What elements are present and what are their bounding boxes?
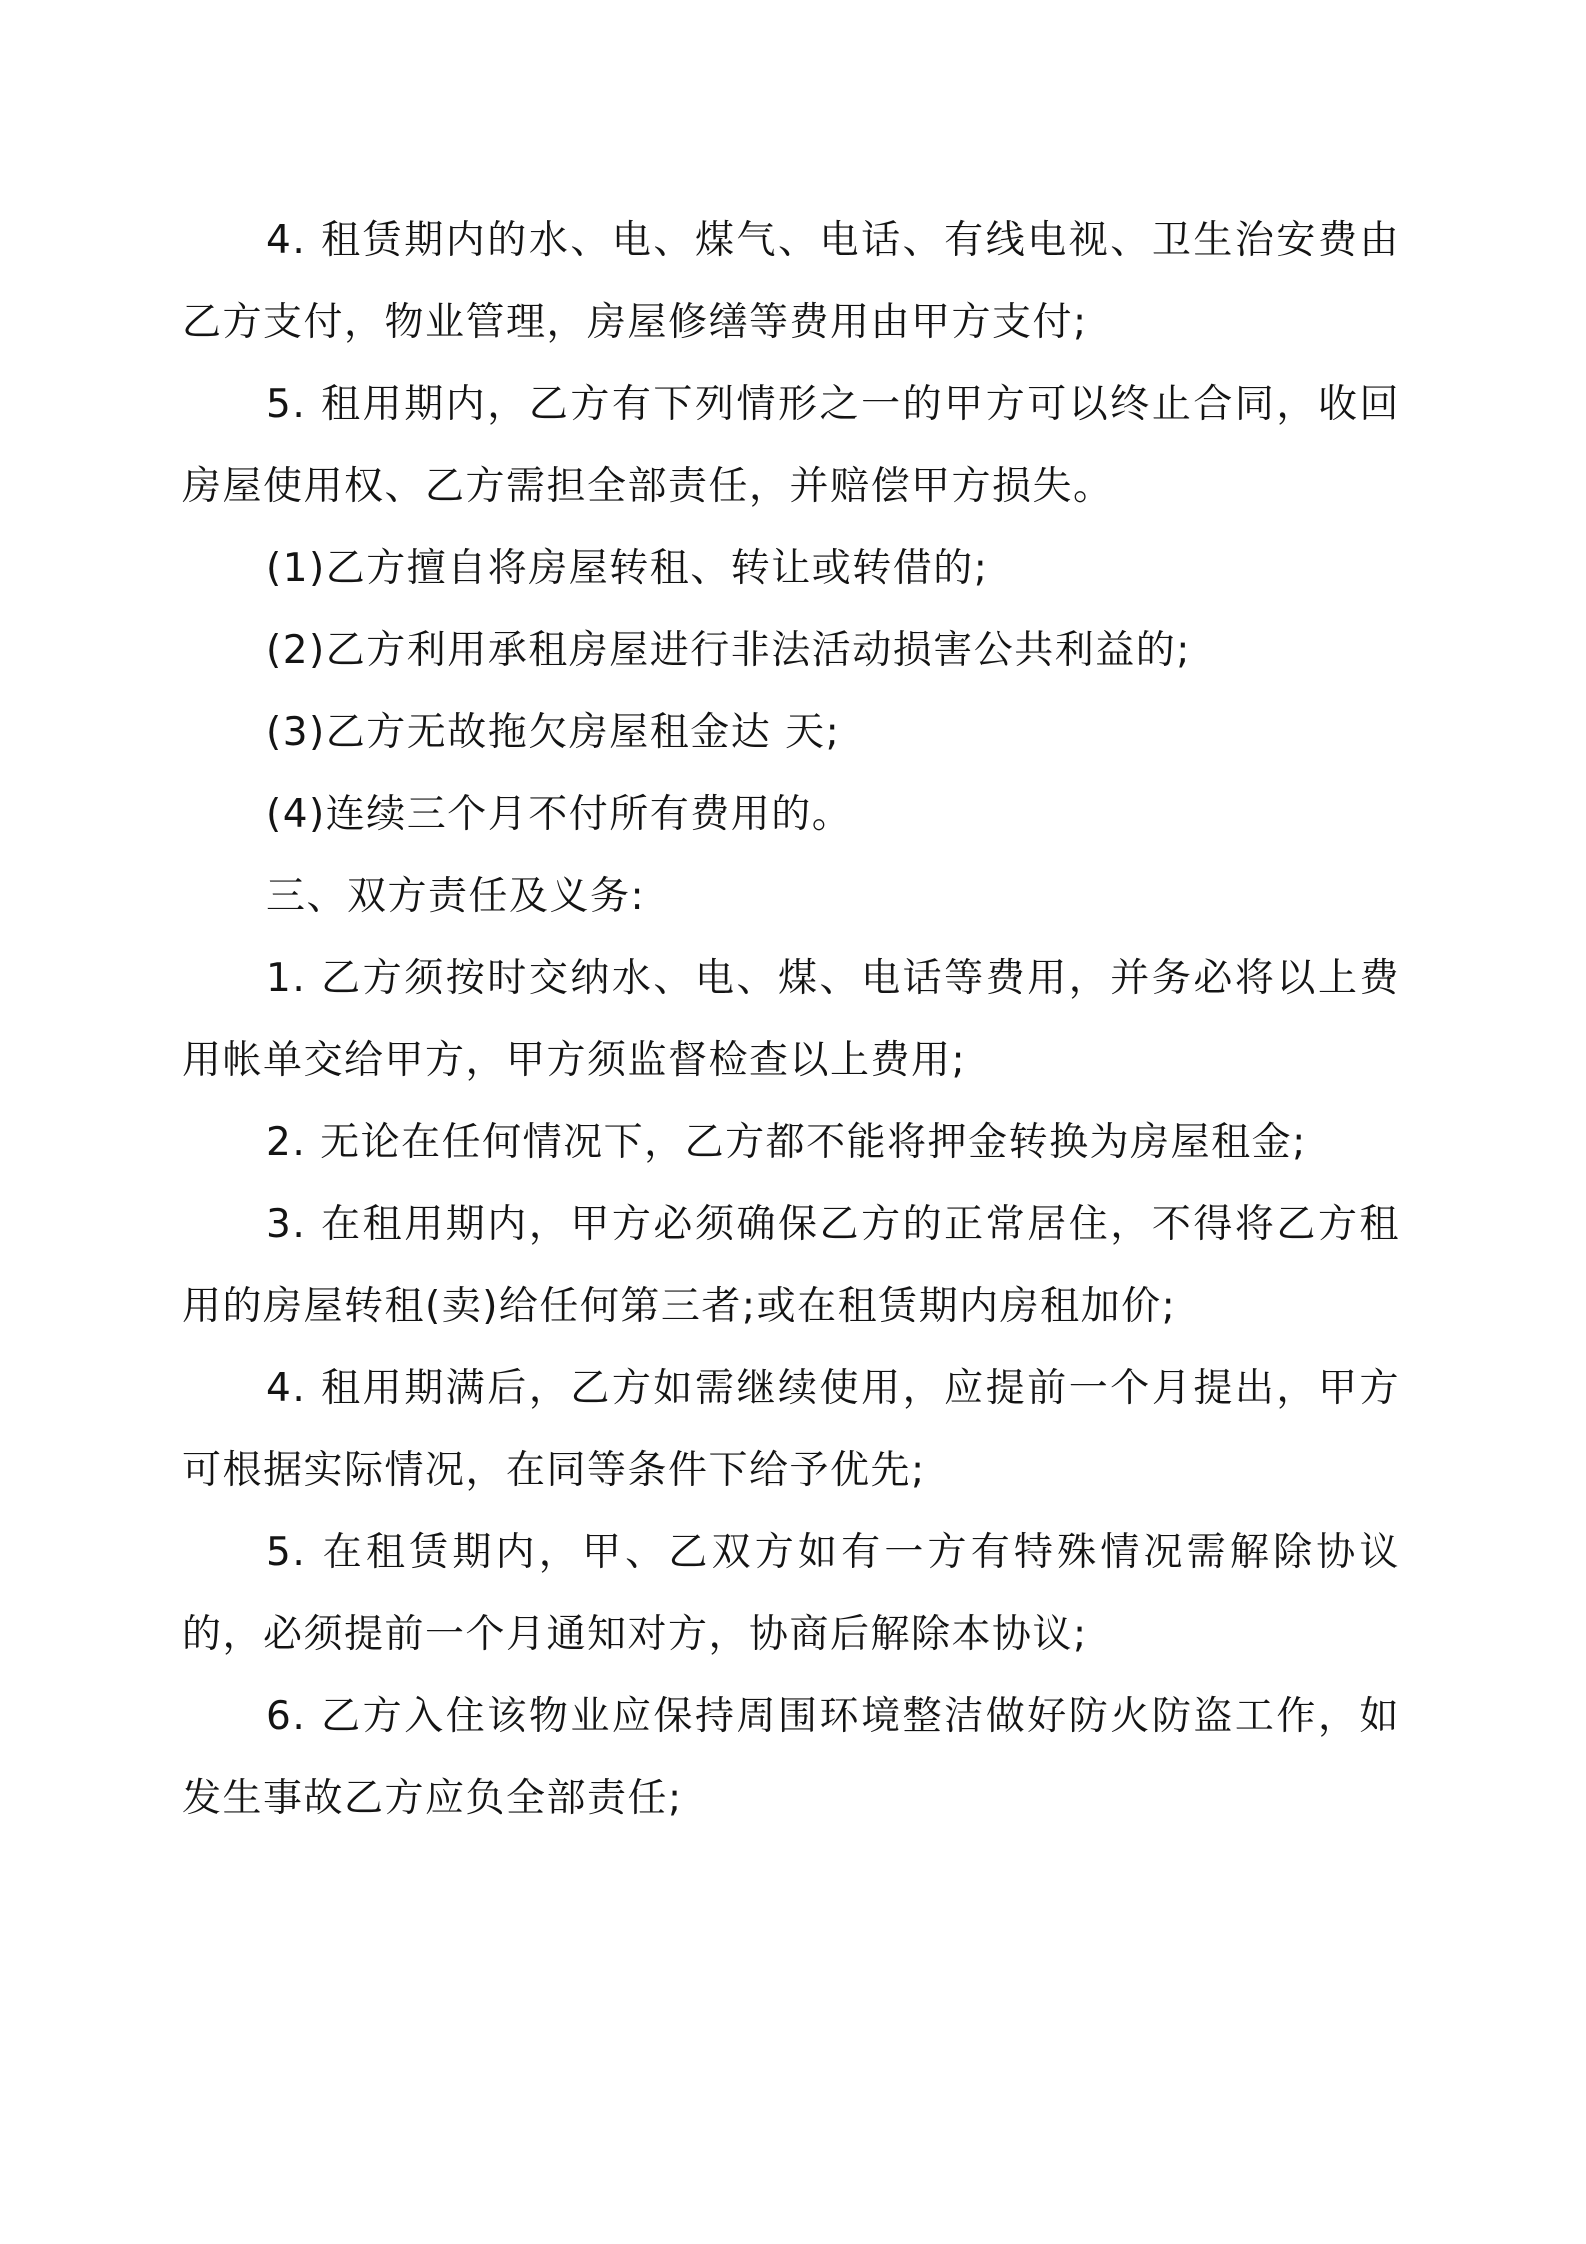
clause-3-5-early-termination: 5. 在租赁期内，甲、乙双方如有一方有特殊情况需解除协议的，必须提前一个月通知对方，协商后解除本协议;: [182, 1530, 1400, 1657]
clause-3-2-deposit: 2. 无论在任何情况下，乙方都不能将押金转换为房屋租金;: [266, 1120, 1307, 1165]
termination-item-1: (1)乙方擅自将房屋转租、转让或转借的;: [266, 546, 989, 591]
clause-3-1-fees: 1. 乙方须按时交纳水、电、煤、电话等费用，并务必将以上费用帐单交给甲方，甲方须监督检查以上费用;: [182, 956, 1400, 1083]
clause-2-4-utilities: 4. 租赁期内的水、电、煤气、电话、有线电视、卫生治安费由乙方支付，物业管理，房屋修缮等费用由甲方支付;: [182, 218, 1400, 345]
clause-3-6-safety: 6. 乙方入住该物业应保持周围环境整洁做好防火防盗工作，如发生事故乙方应负全部责任;: [182, 1694, 1400, 1821]
termination-item-3: (3)乙方无故拖欠房屋租金达 天;: [266, 710, 841, 755]
clause-3-3-occupancy: 3. 在租用期内，甲方必须确保乙方的正常居住，不得将乙方租用的房屋转租(卖)给任何第三者;或在租赁期内房租加价;: [182, 1202, 1400, 1329]
termination-item-4: (4)连续三个月不付所有费用的。: [266, 792, 853, 837]
clause-2-5-termination: 5. 租用期内，乙方有下列情形之一的甲方可以终止合同，收回房屋使用权、乙方需担全部责任，并赔偿甲方损失。: [182, 382, 1400, 509]
termination-item-2: (2)乙方利用承租房屋进行非法活动损害公共利益的;: [266, 628, 1191, 673]
section-heading-responsibilities: 三、双方责任及义务:: [266, 874, 646, 919]
document-body: [182, 200, 1400, 1840]
clause-3-4-renewal: 4. 租用期满后，乙方如需继续使用，应提前一个月提出，甲方可根据实际情况，在同等条件下给予优先;: [182, 1366, 1400, 1493]
